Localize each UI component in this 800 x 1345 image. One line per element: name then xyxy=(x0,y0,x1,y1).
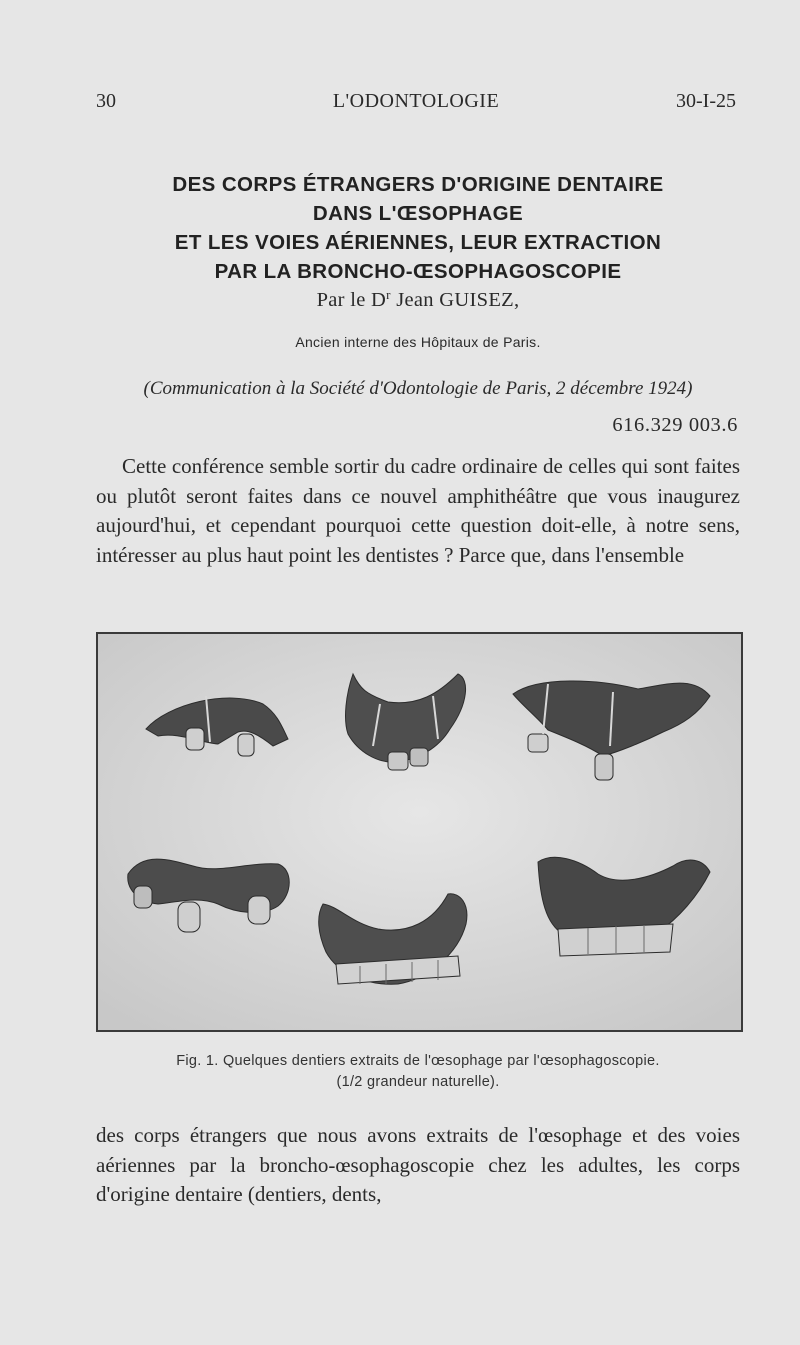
title-line-2: DANS L'ŒSOPHAGE xyxy=(312,202,524,225)
article-title xyxy=(96,170,740,286)
paragraph-1: Cette conférence semble sortir du cadre ordinaire de celles qui sont faites ou plutôt seront faites dans ce nouvel amphithéâtre que vous inaugurez aujourd'hui, et cependant pourquoi cette question doit-elle, à notre sens, intéresser au plus haut point les dentistes ? Parce que, dans l'ensemble xyxy=(96,454,740,567)
title-line-1: DES CORPS ÉTRANGERS D'ORIGINE DENTAIRE xyxy=(172,173,664,196)
title-line-3: ET LES VOIES AÉRIENNES, LEUR EXTRACTION xyxy=(174,231,662,254)
paragraph-2: des corps étrangers que nous avons extraits de l'œsophage et des voies aériennes par la broncho-œsophagoscopie chez les adultes, les corps d'origine dentaire (dentiers, dents, xyxy=(96,1123,740,1206)
author-prefix: Par le D xyxy=(316,289,387,311)
running-head xyxy=(96,90,736,120)
author-affiliation: Ancien interne des Hôpitaux de Paris. xyxy=(295,334,541,350)
classification-code: 616.329 003.6 xyxy=(612,414,738,436)
figure-caption: Fig. 1. Quelques dentiers extraits de l'œsophage par l'œsophagoscopie. xyxy=(176,1053,660,1069)
author-line xyxy=(96,287,740,312)
author-name: Jean GUISEZ, xyxy=(396,289,520,311)
figure-photo xyxy=(96,632,743,1032)
figure-caption-scale: (1/2 grandeur naturelle). xyxy=(336,1074,500,1090)
title-line-4: PAR LA BRONCHO-ŒSOPHAGOSCOPIE xyxy=(214,260,622,283)
journal-title: L'ODONTOLOGIE xyxy=(332,90,500,112)
page-number: 30 xyxy=(96,90,116,112)
dentures-photograph xyxy=(98,634,741,1030)
author-title-superscript: r xyxy=(386,287,391,302)
communication-note: (Communication à la Société d'Odontologie de Paris, 2 décembre 1924) xyxy=(143,378,693,399)
issue-date: 30-I-25 xyxy=(676,90,736,112)
